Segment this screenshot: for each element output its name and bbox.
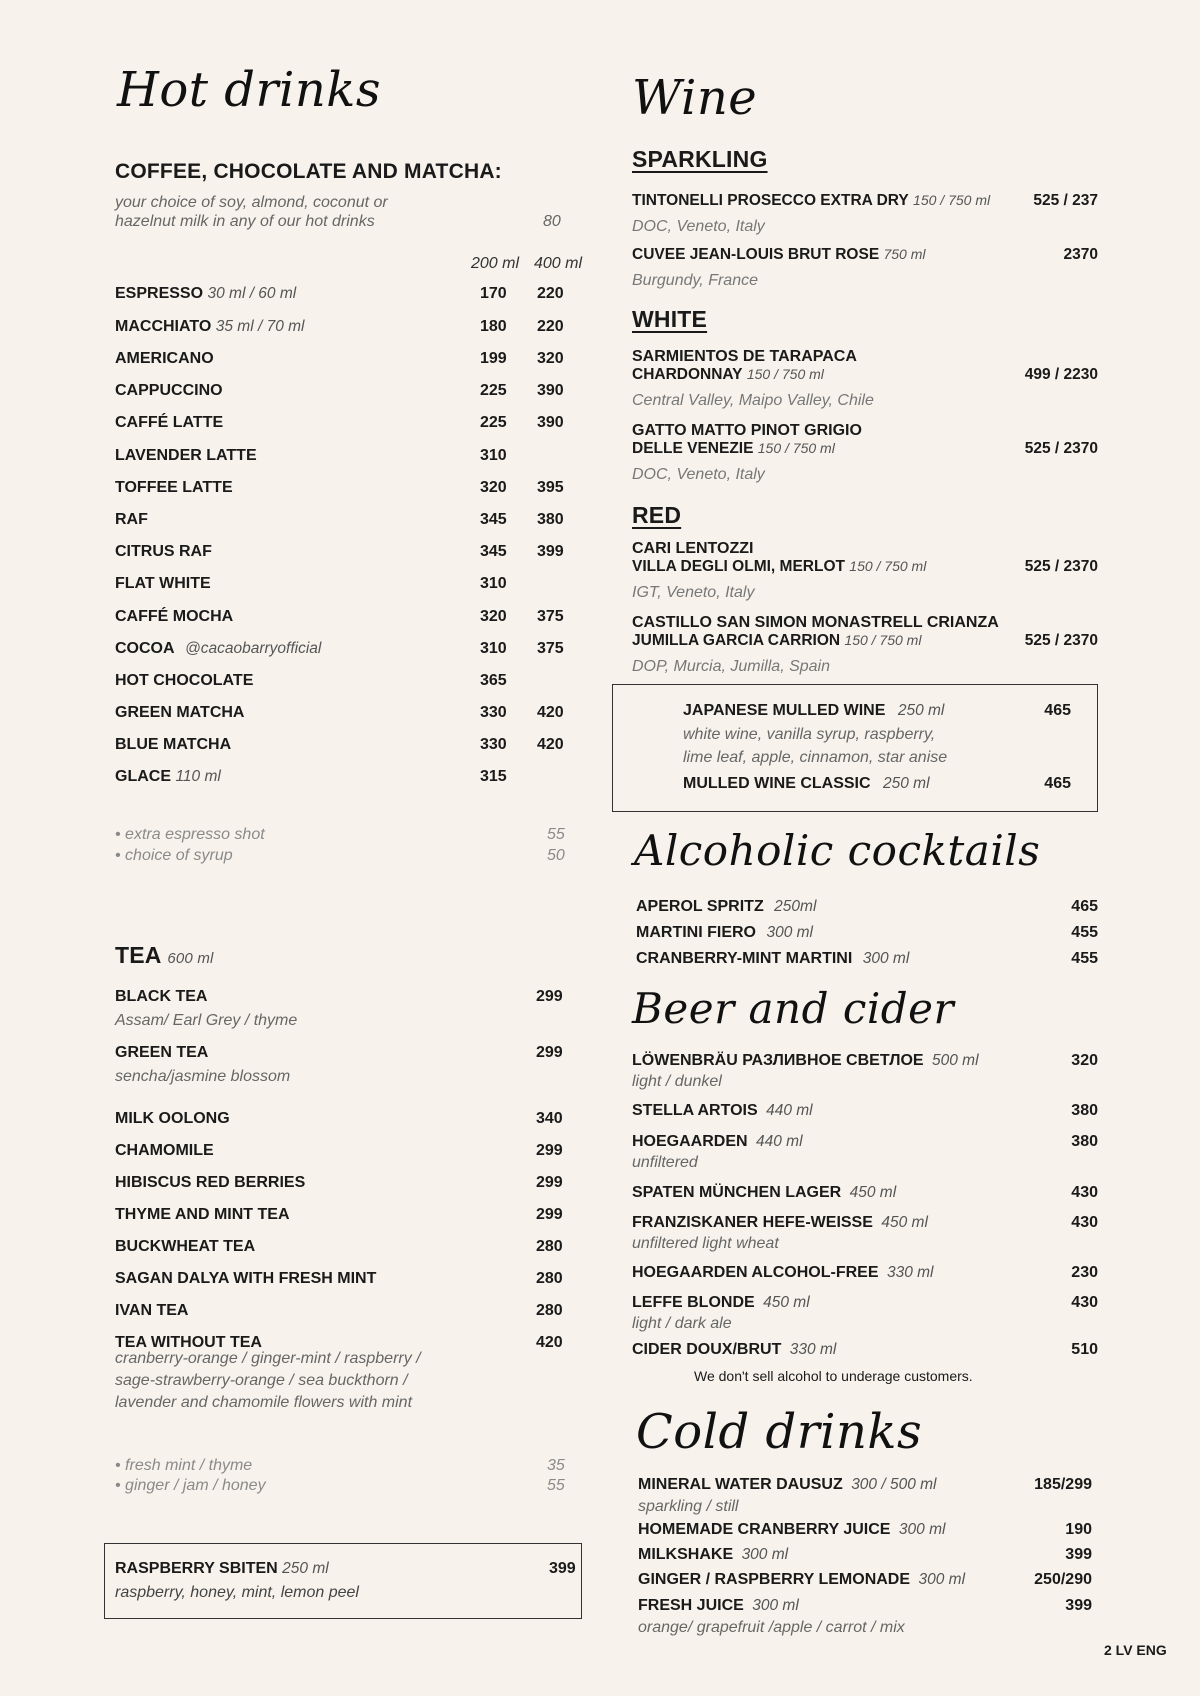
tea-extra-price: 35 [547, 1457, 565, 1474]
coffee-item [115, 704, 593, 726]
beer-item-volume: 450 ml [881, 1214, 928, 1231]
sbiten-volume: 250 ml [282, 1560, 329, 1577]
tea-without-tea-desc-line: lavender and chamomile flowers with mint [115, 1394, 413, 1411]
wine-volume: 150 / 750 ml [849, 558, 927, 574]
coffee-item-name: CITRUS RAF [115, 543, 212, 560]
beer-item-description: unfiltered light wheat [632, 1235, 779, 1252]
wine-volume: 150 / 750 ml [757, 440, 835, 456]
wine-volume: 150 / 750 ml [913, 192, 991, 208]
coffee-item-name: TOFFEE LATTE [115, 479, 233, 496]
wine-item [632, 246, 1098, 268]
wine-origin: IGT, Veneto, Italy [632, 584, 755, 601]
wine-origin: DOP, Murcia, Jumilla, Spain [632, 658, 830, 675]
coffee-item-volume: 110 ml [175, 768, 221, 785]
tea-item-description: sencha/jasmine blossom [115, 1068, 291, 1085]
mulled-wine-description-line: white wine, vanilla syrup, raspberry, [683, 726, 936, 743]
coffee-item [115, 768, 593, 790]
coffee-item-price-200: 365 [480, 672, 507, 689]
coffee-item-price-400: 420 [537, 736, 564, 753]
beer-item-price: 510 [1071, 1341, 1098, 1358]
cold-drink-price: 399 [1065, 1546, 1092, 1563]
coffee-item-name: GLACE [115, 768, 171, 785]
sbiten-box [104, 1543, 582, 1619]
coffee-item-price-200: 225 [480, 414, 507, 431]
coffee-item-name: CAFFÉ MOCHA [115, 608, 234, 625]
wine-name: CHARDONNAY [632, 366, 743, 383]
sbiten-price: 399 [549, 1560, 576, 1577]
wine-price: 525 / 2370 [1024, 440, 1098, 457]
tea-item-name: TEA WITHOUT TEA [115, 1334, 262, 1351]
beer-item-volume: 450 ml [849, 1184, 897, 1201]
beer-title: Beer and cider [632, 984, 955, 1033]
wine-name: CUVEE JEAN-LOUIS BRUT ROSE [632, 246, 880, 263]
beer-item-volume: 330 ml [886, 1264, 934, 1281]
beer-item-name: LEFFE BLONDE [632, 1294, 755, 1311]
wine-name: DELLE VENEZIE [632, 440, 754, 457]
coffee-item-price-200: 320 [480, 479, 507, 496]
beer-item-name: LÖWENBRÄU РАЗЛИВНОЕ СВЕТЛОЕ [632, 1052, 924, 1069]
coffee-extra-price: 50 [547, 847, 565, 864]
tea-item-price: 299 [536, 1142, 563, 1159]
tea-item-name: GREEN TEA [115, 1044, 209, 1061]
cold-drink-description: sparkling / still [638, 1498, 739, 1515]
wine-name: JUMILLA GARCIA CARRION [632, 632, 841, 649]
cocktail-price: 465 [1071, 898, 1098, 915]
mulled-wine-description-line: lime leaf, apple, cinnamon, star anise [683, 749, 948, 766]
beer-item-name: HOEGAARDEN ALCOHOL-FREE [632, 1264, 879, 1281]
coffee-item-name: LAVENDER LATTE [115, 447, 257, 464]
coffee-item-name: ESPRESSO [115, 285, 204, 302]
coffee-item-price-400: 220 [537, 285, 564, 302]
cold-drink-item [638, 1521, 1092, 1543]
mulled-wine-box [612, 684, 1098, 812]
cocktail-name: MARTINI FIERO [636, 924, 756, 941]
coffee-item-name: COCOA [115, 640, 175, 657]
beer-item-volume: 500 ml [932, 1052, 979, 1069]
coffee-item-price-400: 395 [537, 479, 564, 496]
beer-item-price: 380 [1071, 1133, 1098, 1150]
beer-item-name: SPATEN MÜNCHEN LAGER [632, 1184, 842, 1201]
beer-item-price: 230 [1071, 1264, 1098, 1281]
wine-price: 499 / 2230 [1024, 366, 1098, 383]
beer-item-price: 380 [1071, 1102, 1098, 1119]
coffee-item-price-200: 225 [480, 382, 507, 399]
coffee-item [115, 414, 593, 436]
wine-producer: GATTO MATTO PINOT GRIGIO [632, 422, 862, 439]
sbiten-row [115, 1560, 576, 1582]
beer-item-price: 430 [1071, 1184, 1098, 1201]
tea-item-name: CHAMOMILE [115, 1142, 214, 1159]
beer-item-volume: 440 ml [756, 1133, 803, 1150]
cocktail-item [636, 950, 1098, 972]
wine-item [632, 558, 1098, 580]
wine-title: Wine [632, 70, 758, 126]
tea-item-price: 280 [536, 1238, 563, 1255]
wine-price: 2370 [1063, 246, 1098, 263]
coffee-item-price-200: 330 [480, 736, 507, 753]
wine-item [632, 366, 1098, 388]
coffee-item-volume: 35 ml / 70 ml [215, 318, 305, 335]
tea-item [115, 988, 593, 1010]
coffee-item-volume: 30 ml / 60 ml [207, 285, 297, 302]
coffee-item-name: BLUE MATCHA [115, 736, 232, 753]
coffee-item [115, 447, 593, 469]
coffee-item-price-200: 170 [480, 285, 507, 302]
tea-item-price: 299 [536, 988, 563, 1005]
tea-item-name: BLACK TEA [115, 988, 208, 1005]
mulled-wine-name: MULLED WINE CLASSIC [683, 775, 871, 792]
coffee-item-name: MACCHIATO [115, 318, 212, 335]
beer-item-volume: 440 ml [766, 1102, 813, 1119]
cold-drink-price: 399 [1065, 1597, 1092, 1614]
wine-volume: 150 / 750 ml [746, 366, 824, 382]
coffee-item-price-400: 399 [537, 543, 564, 560]
wine-origin: DOC, Veneto, Italy [632, 218, 765, 235]
cold-drink-name: MILKSHAKE [638, 1546, 734, 1563]
coffee-item [115, 382, 593, 404]
tea-item-price: 299 [536, 1206, 563, 1223]
tea-item [115, 1270, 593, 1292]
beer-item-volume: 450 ml [763, 1294, 810, 1311]
tea-extra-price: 55 [547, 1477, 565, 1494]
wine-origin: Burgundy, France [632, 272, 758, 289]
wine-producer: CARI LENTOZZI [632, 540, 754, 557]
coffee-item-price-400: 390 [537, 382, 564, 399]
coffee-item-price-200: 199 [480, 350, 507, 367]
wine-item [632, 192, 1098, 214]
coffee-item [115, 672, 593, 694]
wine-price: 525 / 2370 [1024, 632, 1098, 649]
coffee-item-price-200: 345 [480, 511, 507, 528]
coffee-item [115, 543, 593, 565]
cold-drink-item [638, 1546, 1092, 1568]
coffee-item-price-400: 380 [537, 511, 564, 528]
cold-drink-volume: 300 ml [918, 1571, 966, 1588]
hot-drinks-title: Hot drinks [117, 62, 381, 118]
tea-extra-label: • ginger / jam / honey [115, 1477, 266, 1494]
page-label: 2 LV ENG [1104, 1642, 1167, 1658]
coffee-item-price-400: 220 [537, 318, 564, 335]
tea-item-name: HIBISCUS RED BERRIES [115, 1174, 306, 1191]
coffee-item-price-400: 375 [537, 608, 564, 625]
wine-item [632, 632, 1098, 654]
cold-drink-item [638, 1476, 1092, 1498]
wine-origin: Central Valley, Maipo Valley, Chile [632, 392, 874, 409]
coffee-extra-price: 55 [547, 826, 565, 843]
wine-volume: 750 ml [883, 246, 926, 262]
tea-item-name: MILK OOLONG [115, 1110, 230, 1127]
wine-producer: CASTILLO SAN SIMON MONASTRELL CRIANZA [632, 614, 999, 631]
mulled-wine-item [683, 775, 1071, 797]
cocktail-volume: 250ml [774, 898, 817, 915]
wine-item [632, 440, 1098, 462]
cocktail-name: CRANBERRY-MINT MARTINI [636, 950, 853, 967]
coffee-item [115, 575, 593, 597]
cold-drink-item [638, 1571, 1092, 1593]
coffee-item-volume: @cacaobarryofficial [185, 640, 322, 657]
cocktail-item [636, 924, 1098, 946]
tea-item-price: 340 [536, 1110, 563, 1127]
wine-volume: 150 / 750 ml [844, 632, 922, 648]
beer-item-description: light / dunkel [632, 1073, 722, 1090]
coffee-item-price-400: 420 [537, 704, 564, 721]
tea-section-title [115, 942, 214, 969]
milk-note-line-2: hazelnut milk in any of our hot drinks [115, 213, 375, 230]
beer-item [632, 1133, 1098, 1155]
coffee-item-name: AMERICANO [115, 350, 214, 367]
milk-price: 80 [543, 213, 561, 230]
cocktail-item [636, 898, 1098, 920]
wine-origin: DOC, Veneto, Italy [632, 466, 765, 483]
tea-item [115, 1174, 593, 1196]
tea-item [115, 1302, 593, 1324]
cold-drink-name: MINERAL WATER DAUSUZ [638, 1476, 843, 1493]
beer-item [632, 1102, 1098, 1124]
coffee-extra-label: • choice of syrup [115, 847, 233, 864]
tea-item-price: 299 [536, 1044, 563, 1061]
coffee-item-price-200: 345 [480, 543, 507, 560]
cocktail-price: 455 [1071, 924, 1098, 941]
tea-item-name: SAGAN DALYA WITH FRESH MINT [115, 1270, 377, 1287]
size-header-400: 400 ml [534, 255, 583, 272]
beer-item-name: FRANZISKANER HEFE-WEISSE [632, 1214, 873, 1231]
coffee-item [115, 640, 593, 662]
mulled-wine-volume: 250 ml [883, 775, 930, 792]
coffee-item-price-200: 320 [480, 608, 507, 625]
cold-drink-volume: 300 ml [752, 1597, 799, 1614]
tea-item-price: 280 [536, 1302, 563, 1319]
wine-price: 525 / 2370 [1024, 558, 1098, 575]
tea-item-price: 299 [536, 1174, 563, 1191]
coffee-item-price-400: 320 [537, 350, 564, 367]
coffee-item [115, 736, 593, 758]
wine-price: 525 / 237 [1033, 192, 1098, 209]
beer-item-name: HOEGAARDEN [632, 1133, 748, 1150]
cold-drink-name: FRESH JUICE [638, 1597, 744, 1614]
coffee-item [115, 318, 593, 340]
coffee-item-name: RAF [115, 511, 148, 528]
tea-item-name: IVAN TEA [115, 1302, 189, 1319]
cold-drink-description: orange/ grapefruit /apple / carrot / mix [638, 1619, 905, 1636]
alcohol-age-notice: We don't sell alcohol to underage customers. [694, 1368, 973, 1384]
coffee-item-price-400: 390 [537, 414, 564, 431]
coffee-item [115, 511, 593, 533]
cold-drink-volume: 300 ml [898, 1521, 946, 1538]
beer-item [632, 1341, 1098, 1363]
cocktail-volume: 300 ml [766, 924, 813, 941]
sbiten-name: RASPBERRY SBITEN [115, 1560, 278, 1577]
sbiten-description: raspberry, honey, mint, lemon peel [115, 1584, 359, 1601]
tea-without-tea-desc-line: sage-strawberry-orange / sea buckthorn / [115, 1372, 408, 1389]
coffee-item [115, 350, 593, 372]
cold-drink-item [638, 1597, 1092, 1619]
cold-drink-volume: 300 / 500 ml [851, 1476, 937, 1493]
coffee-item [115, 479, 593, 501]
coffee-item-price-200: 310 [480, 640, 507, 657]
sparkling-title: SPARKLING [632, 146, 768, 172]
cold-drinks-title: Cold drinks [636, 1404, 923, 1460]
cold-drink-name: GINGER / RASPBERRY LEMONADE [638, 1571, 911, 1588]
mulled-wine-price: 465 [1044, 775, 1071, 792]
tea-item [115, 1110, 593, 1132]
beer-item [632, 1052, 1098, 1074]
coffee-item-price-200: 180 [480, 318, 507, 335]
tea-without-tea-desc-line: cranberry-orange / ginger-mint / raspberry / [115, 1350, 421, 1367]
beer-item-name: CIDER DOUX/BRUT [632, 1341, 782, 1358]
wine-producer: SARMIENTOS DE TARAPACA [632, 348, 857, 365]
tea-item-name: THYME AND MINT TEA [115, 1206, 290, 1223]
cocktail-name: APEROL SPRITZ [636, 898, 764, 915]
cold-drink-price: 250/290 [1034, 1571, 1092, 1588]
beer-item-price: 320 [1071, 1052, 1098, 1069]
beer-item [632, 1214, 1098, 1236]
tea-title: TEA [115, 942, 161, 968]
tea-item [115, 1206, 593, 1228]
tea-item-price: 280 [536, 1270, 563, 1287]
coffee-item-price-400: 375 [537, 640, 564, 657]
cold-drink-price: 185/299 [1034, 1476, 1092, 1493]
cocktail-volume: 300 ml [862, 950, 910, 967]
tea-item-name: BUCKWHEAT TEA [115, 1238, 256, 1255]
tea-item [115, 1142, 593, 1164]
beer-item [632, 1184, 1098, 1206]
milk-note-line-1: your choice of soy, almond, coconut or [115, 194, 388, 211]
coffee-item-price-200: 315 [480, 768, 507, 785]
beer-item [632, 1294, 1098, 1316]
coffee-item-name: FLAT WHITE [115, 575, 211, 592]
tea-volume: 600 ml [167, 950, 214, 967]
cocktail-price: 455 [1071, 950, 1098, 967]
wine-name: TINTONELLI PROSECCO EXTRA DRY [632, 192, 909, 209]
tea-item [115, 1238, 593, 1260]
beer-item-price: 430 [1071, 1214, 1098, 1231]
coffee-item-price-200: 330 [480, 704, 507, 721]
coffee-item-price-200: 310 [480, 575, 507, 592]
beer-item-name: STELLA ARTOIS [632, 1102, 758, 1119]
cocktails-title: Alcoholic cocktails [634, 826, 1041, 875]
tea-item-description: Assam/ Earl Grey / thyme [115, 1012, 298, 1029]
coffee-extra-label: • extra espresso shot [115, 826, 265, 843]
beer-item-volume: 330 ml [789, 1341, 837, 1358]
mulled-wine-name: JAPANESE MULLED WINE [683, 702, 886, 719]
coffee-item-name: HOT CHOCOLATE [115, 672, 254, 689]
coffee-section-title: COFFEE, CHOCOLATE AND MATCHA: [115, 160, 502, 183]
coffee-item [115, 608, 593, 630]
mulled-wine-item [683, 702, 1071, 724]
beer-item-description: unfiltered [632, 1154, 698, 1171]
coffee-item [115, 285, 593, 307]
mulled-wine-volume: 250 ml [897, 702, 945, 719]
tea-item-price: 420 [536, 1334, 563, 1351]
cold-drink-price: 190 [1065, 1521, 1092, 1538]
wine-name: VILLA DEGLI OLMI, MERLOT [632, 558, 845, 575]
cold-drink-volume: 300 ml [741, 1546, 789, 1563]
beer-item-price: 430 [1071, 1294, 1098, 1311]
white-title: WHITE [632, 306, 708, 332]
cold-drink-name: HOMEMADE CRANBERRY JUICE [638, 1521, 891, 1538]
coffee-item-name: CAPPUCCINO [115, 382, 223, 399]
beer-item [632, 1264, 1098, 1286]
beer-item-description: light / dark ale [632, 1315, 732, 1332]
tea-item [115, 1044, 593, 1066]
coffee-item-price-200: 310 [480, 447, 507, 464]
tea-extra-label: • fresh mint / thyme [115, 1457, 253, 1474]
mulled-wine-price: 465 [1044, 702, 1071, 719]
size-header-200: 200 ml [471, 255, 520, 272]
coffee-item-name: GREEN MATCHA [115, 704, 245, 721]
red-title: RED [632, 502, 682, 528]
coffee-item-name: CAFFÉ LATTE [115, 414, 224, 431]
